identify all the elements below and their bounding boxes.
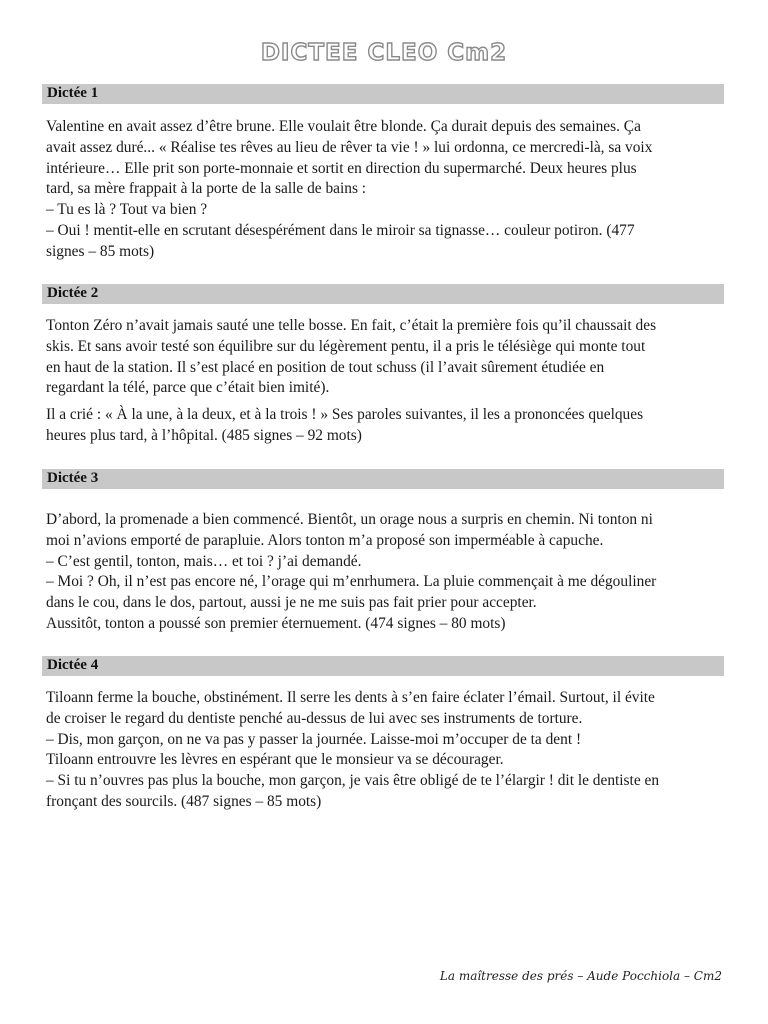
text-line: – C’est gentil, tonton, mais… et toi ? j’ai demandé. <box>46 552 362 570</box>
text-line: dans le cou, dans le dos, partout, aussi je ne me suis pas fait prier pour accepter. <box>46 594 537 612</box>
text-line: moi n’avions emporté de parapluie. Alors tonton m’a proposé son imperméable à capuche. <box>46 531 604 549</box>
section-heading: Dictée 1 <box>47 85 99 101</box>
page-title: DICTEE CLEO Cm2 <box>260 40 508 66</box>
page-footer: La maîtresse des prés – Aude Pocchiola – Cm2 <box>439 969 722 983</box>
text-line: Il a crié : « À la une, à la deux, et à la trois ! » Ses paroles suivantes, il les a prononcées quelques <box>46 406 644 424</box>
dictation-text-2 <box>46 316 726 447</box>
text-line: – Dis, mon garçon, on ne va pas y passer la journée. Laisse-moi m’occuper de ta dent ! <box>46 730 582 748</box>
text-line: avait assez duré... « Réalise tes rêves au lieu de rêver ta vie ! » lui ordonna, ce mercredi-là, sa voix <box>46 138 653 156</box>
section-header-dictee-1 <box>42 84 724 104</box>
text-line: skis. Et sans avoir testé son équilibre sur du légèrement pentu, il a pris le télésiège qui monte tout <box>46 337 646 355</box>
text-line: Tiloann entrouvre les lèvres en espérant que le monsieur va se décourager. <box>46 751 504 769</box>
text-line: Aussitôt, tonton a poussé son premier éternuement. (474 signes – 80 mots) <box>46 614 506 632</box>
text-line: en haut de la station. Il s’est placé en position de tout schuss (il l’avait sûrement étudiée en <box>46 358 605 376</box>
section-heading: Dictée 2 <box>47 285 99 301</box>
text-line: intérieure… Elle prit son porte-monnaie et sortit en direction du supermarché. Deux heures plus <box>46 159 637 177</box>
text-line: de croiser le regard du dentiste penché au-dessus de lui avec ses instruments de torture. <box>46 709 583 727</box>
text-line: – Moi ? Oh, il n’est pas encore né, l’orage qui m’enrhumera. La pluie commençait à me dégouliner <box>46 573 657 591</box>
text-line: regardant la télé, parce que c’était bien imité). <box>46 379 330 397</box>
text-line: Tonton Zéro n’avait jamais sauté une telle bosse. En fait, c’était la première fois qu’il chaussait des <box>46 317 657 334</box>
text-line: signes – 85 mots) <box>46 242 155 260</box>
section-heading: Dictée 4 <box>47 657 99 673</box>
text-line: fronçant des sourcils. (487 signes – 85 mots) <box>46 792 322 810</box>
dictation-text-3 <box>46 510 726 635</box>
dictation-text-1 <box>46 117 726 263</box>
text-line: D’abord, la promenade a bien commencé. Bientôt, un orage nous a surpris en chemin. Ni tonton ni <box>46 511 653 528</box>
text-line: tard, sa mère frappait à la porte de la salle de bains : <box>46 180 367 198</box>
text-line: – Oui ! mentit-elle en scrutant désespérément dans le miroir sa tignasse… couleur potiron. (477 <box>46 221 635 239</box>
text-line: Valentine en avait assez d’être brune. Elle voulait être blonde. Ça durait depuis des semaines. Ça <box>46 118 641 135</box>
section-header-dictee-4 <box>42 656 724 676</box>
dictation-text-4 <box>46 688 726 813</box>
section-header-dictee-2 <box>42 284 724 304</box>
text-line: – Tu es là ? Tout va bien ? <box>46 201 208 219</box>
text-line: heures plus tard, à l’hôpital. (485 signes – 92 mots) <box>46 426 362 444</box>
text-line: – Si tu n’ouvres pas plus la bouche, mon garçon, je vais être obligé de te l’élargir ! dit le dentiste en <box>46 772 660 790</box>
section-header-dictee-3 <box>42 469 724 489</box>
text-line: Tiloann ferme la bouche, obstinément. Il serre les dents à s’en faire éclater l’émail. Surtout, il évite <box>46 689 655 706</box>
section-heading: Dictée 3 <box>47 470 99 486</box>
